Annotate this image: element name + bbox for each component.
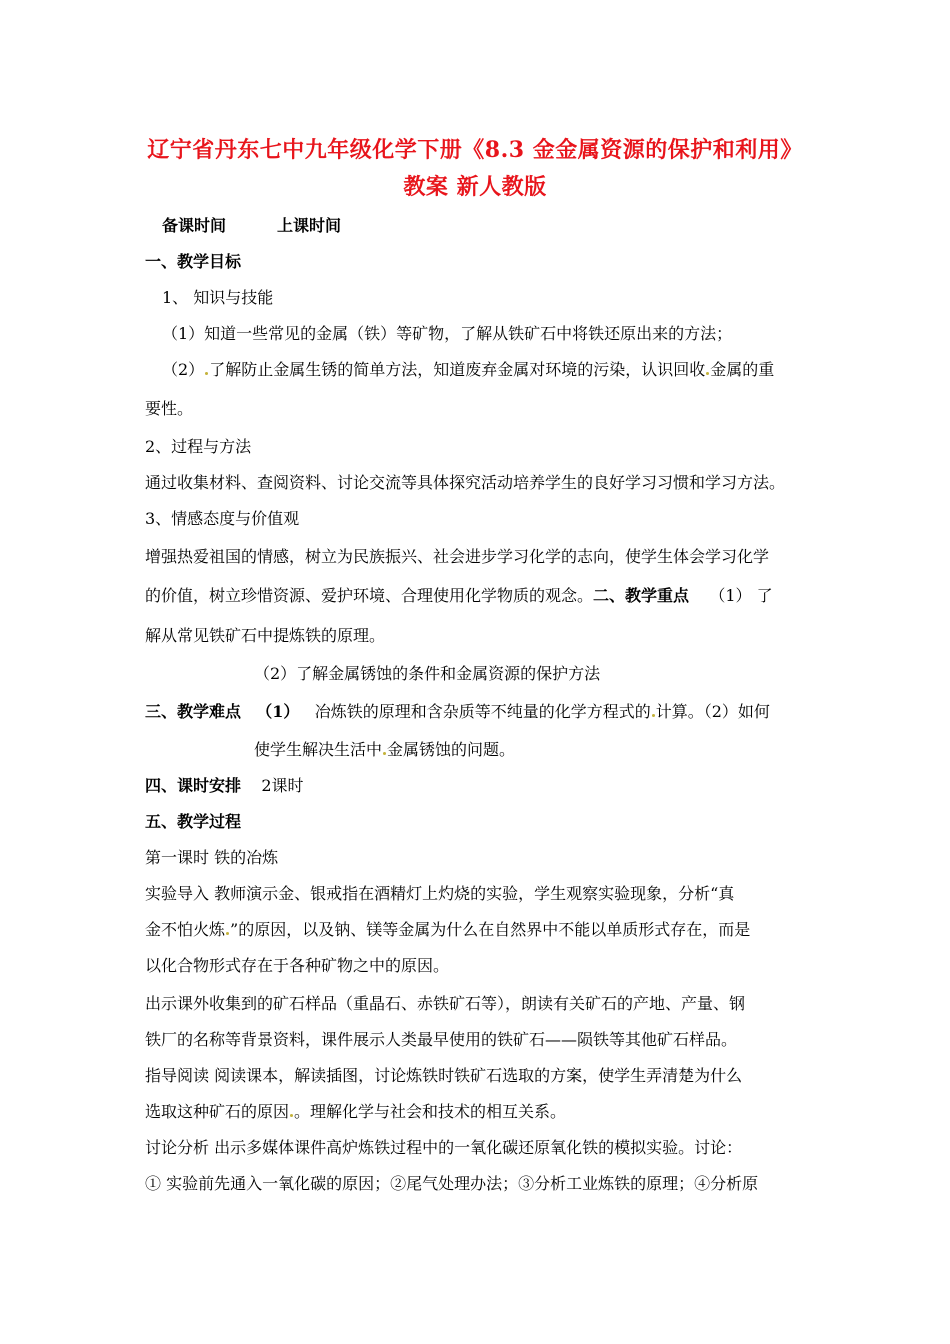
mark-dot <box>290 1114 293 1117</box>
p4-line2: ① 实验前先通入一氧化碳的原因；②尾气处理办法；③分析工业炼铁的原理；④分析原 <box>145 1174 759 1193</box>
mark-dot <box>652 714 655 717</box>
section2-item2: （2）了解金属锈蚀的条件和金属资源的保护方法 <box>254 664 601 683</box>
section1-heading: 一、教学目标 <box>145 252 242 271</box>
mark-dot <box>205 372 208 375</box>
mark-dot <box>706 372 709 375</box>
section2-item1-start: （1） 了 <box>709 586 773 605</box>
section3-num: （1） <box>256 702 300 721</box>
section2-heading: 二、教学重点 <box>593 586 690 605</box>
section1-sub3-text2: 的价值，树立珍惜资源、爱护环境、合理使用化学物质的观念。二、教学重点 （1） 了 <box>145 586 773 605</box>
p2-line1: 出示课外收集到的矿石样品（重晶石、赤铁矿石等），朗读有关矿石的产地、产量、钢 <box>145 994 746 1013</box>
lesson1-title: 第一课时 铁的冶炼 <box>145 848 279 867</box>
prep-time-label: 备课时间 <box>162 216 227 235</box>
mark-dot <box>383 752 386 755</box>
section3-line2: 使学生解决生活中 金属锈蚀的问题。 <box>254 740 516 759</box>
section1-item1: （1）知道一些常见的金属（铁）等矿物，了解从铁矿石中将铁还原出来的方法； <box>162 324 733 343</box>
item2-text: 了解防止金属生锈的简单方法，知道废弃金属对环境的污染，认识回收 <box>209 360 706 379</box>
p1-line3: 以化合物形式存在于各种矿物之中的原因。 <box>145 956 450 975</box>
section1-item2 <box>162 362 774 378</box>
section4-value: 2课时 <box>261 776 304 795</box>
item2-num: （2） <box>162 360 205 379</box>
p1-line1: 实验导入 教师演示金、银戒指在酒精灯上灼烧的实验，学生观察实验现象，分析“真 <box>145 884 735 903</box>
section1-sub1: 1、 知识与技能 <box>162 288 274 307</box>
section3-line1: 三、教学难点 （1） 冶炼铁的原理和含杂质等不纯量的化学方程式的 计算。（2）如何 <box>145 702 770 721</box>
section1-item2-cont: 要性。 <box>145 399 194 418</box>
section1-sub3: 3、情感态度与价值观 <box>145 509 300 528</box>
section3-heading: 三、教学难点 <box>145 702 242 721</box>
p1-line2: 金不怕火炼 ”的原因，以及钠、镁等金属为什么在自然界中不能以单质形式存在，而是 <box>145 920 751 939</box>
p3-line1: 指导阅读 阅读课本，解读插图，讨论炼铁时铁矿石选取的方案，使学生弄清楚为什么 <box>145 1066 743 1085</box>
section1-sub2: 2、过程与方法 <box>145 437 252 456</box>
mark-dot <box>226 932 229 935</box>
section4-line <box>145 778 304 794</box>
item2-text-end: 金属的重 <box>710 360 775 379</box>
section4-heading: 四、课时安排 <box>145 776 242 795</box>
section1-sub2-text: 通过收集材料、查阅资料、讨论交流等具体探究活动培养学生的良好学习习惯和学习方法。 <box>145 473 786 492</box>
section5-heading: 五、教学过程 <box>145 812 242 831</box>
p4-line1: 讨论分析 出示多媒体课件高炉炼铁过程中的一氧化碳还原氧化铁的模拟实验。讨论： <box>145 1138 743 1157</box>
section2-item1-cont: 解从常见铁矿石中提炼铁的原理。 <box>145 626 386 645</box>
p3-line2: 选取这种矿石的原因 。理解化学与社会和技术的相互关系。 <box>145 1102 567 1121</box>
document-title-line1: 辽宁省丹东七中九年级化学下册《8.3 金金属资源的保护和利用》 <box>147 137 803 163</box>
section1-sub3-text1: 增强热爱祖国的情感，树立为民族振兴、社会进步学习化学的志向，使学生体会学习化学 <box>145 547 770 566</box>
document-title-line2: 教案 新人教版 <box>403 174 547 200</box>
p2-line2: 铁厂的名称等背景资料，课件展示人类最早使用的铁矿石——陨铁等其他矿石样品。 <box>145 1030 738 1049</box>
class-time-label: 上课时间 <box>277 216 342 235</box>
